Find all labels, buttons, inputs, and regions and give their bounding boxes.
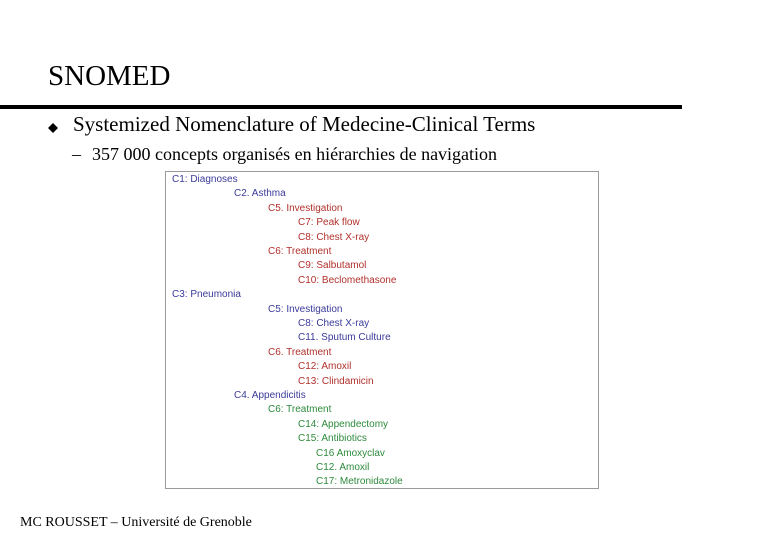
tree-node: C15: Antibiotics bbox=[298, 433, 367, 445]
diamond-bullet-icon bbox=[48, 120, 58, 130]
tree-node: C2. Asthma bbox=[234, 188, 286, 200]
tree-node: C10: Beclomethasone bbox=[298, 274, 397, 286]
sub-bullet-text: 357 000 concepts organisés en hiérarchies de navigation bbox=[92, 144, 498, 164]
tree-node: C12. Amoxil bbox=[316, 462, 370, 473]
tree-node: C12: Amoxil bbox=[298, 361, 352, 373]
tree-node: C5: Investigation bbox=[268, 303, 343, 315]
tree-node: C8: Chest X-ray bbox=[298, 318, 370, 329]
sub-bullet-dash: – bbox=[72, 144, 81, 164]
snomed-hierarchy-tree bbox=[165, 171, 599, 489]
tree-node: C16 Amoxyclav bbox=[316, 447, 385, 459]
bullet-item bbox=[48, 112, 535, 137]
tree-node: C1: Diagnoses bbox=[172, 174, 238, 185]
tree-node: C7: Peak flow bbox=[298, 217, 360, 229]
bullet-text: Systemized Nomenclature of Medecine-Clinical Terms bbox=[73, 112, 536, 136]
tree-node: C9: Salbutamol bbox=[298, 260, 367, 272]
slide-title: SNOMED bbox=[48, 60, 171, 92]
sub-bullet-item bbox=[72, 144, 497, 165]
tree-node: C8: Chest X-ray bbox=[298, 231, 370, 243]
tree-node: C5. Investigation bbox=[268, 202, 343, 214]
tree-node: C14: Appendectomy bbox=[298, 418, 389, 430]
footer-credit: MC ROUSSET – Université de Grenoble bbox=[20, 515, 252, 530]
tree-node: C6. Treatment bbox=[268, 346, 332, 358]
tree-node: C11. Sputum Culture bbox=[298, 332, 391, 344]
tree-node: C6: Treatment bbox=[268, 404, 332, 416]
tree-node: C6: Treatment bbox=[268, 246, 332, 257]
title-rule bbox=[0, 105, 682, 109]
tree-node: C4. Appendicitis bbox=[234, 390, 306, 401]
tree-node: C13: Clindamicin bbox=[298, 375, 374, 387]
tree-node: C3: Pneumonia bbox=[172, 289, 241, 301]
tree-node: C17: Metronidazole bbox=[316, 476, 403, 488]
